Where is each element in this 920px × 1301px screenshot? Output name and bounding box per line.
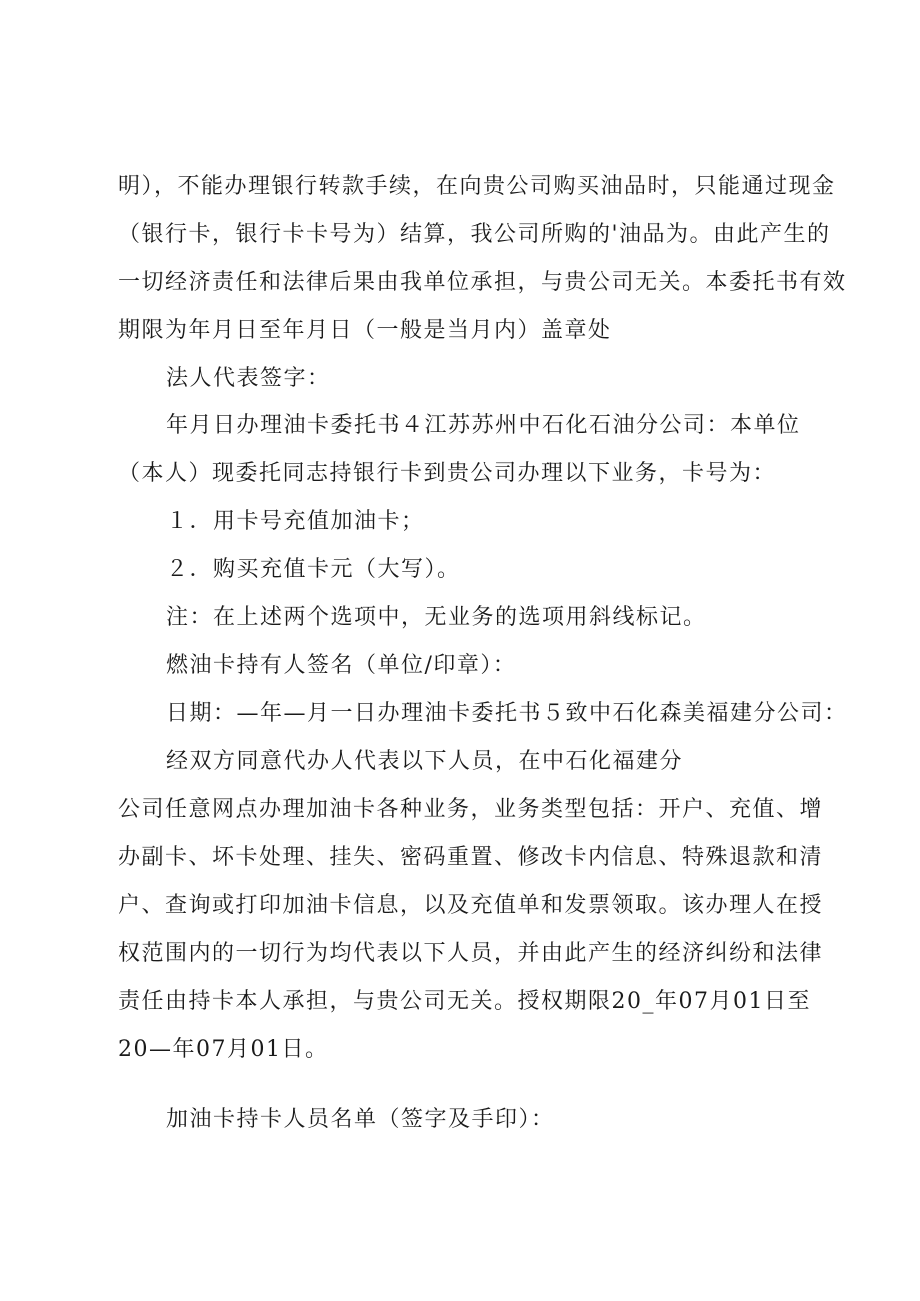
- paragraph-line: 期限为年月日至年月日（一般是当月内）盖章处: [118, 318, 612, 343]
- paragraph-line: 一切经济责任和法律后果由我单位承担，与贵公司无关。本委托书有效: [118, 270, 847, 295]
- paragraph-line: 户、查询或打印加油卡信息，以及充值单和发票领取。该办理人在授: [118, 893, 824, 918]
- paragraph-line: （银行卡，银行卡卡号为）结算，我公司所购的'油品为。由此产生的: [118, 222, 831, 247]
- signature-label: 燃油卡持有人签名（单位/印章）：: [166, 653, 517, 678]
- paragraph-line: 经双方同意代办人代表以下人员，在中石化福建分: [166, 749, 684, 774]
- paragraph-line: 办副卡、坏卡处理、挂失、密码重置、修改卡内信息、特殊退款和清: [118, 845, 824, 870]
- paragraph-line: 20—年07月01日。: [118, 1037, 329, 1062]
- paragraph-line: （本人）现委托同志持银行卡到贵公司办理以下业务，卡号为：: [118, 461, 777, 486]
- paragraph-line: 公司任意网点办理加油卡各种业务，业务类型包括：开户、充值、增: [118, 797, 824, 822]
- signature-label: 加油卡持卡人员名单（签字及手印）：: [166, 1107, 555, 1132]
- paragraph-line: 明），不能办理银行转款手续，在向贵公司购买油品时，只能通过现金: [118, 174, 836, 199]
- paragraph-line: 责任由持卡本人承担，与贵公司无关。授权期限20_年07月01日至: [118, 989, 811, 1014]
- date-line: 日期：—年—月一日办理油卡委托书５致中石化森美福建分公司：: [166, 701, 848, 726]
- list-item: １．用卡号充值加油卡；: [166, 509, 425, 534]
- list-item: ２．购买充值卡元（大写）。: [166, 557, 461, 582]
- signature-label: 法人代表签字：: [166, 366, 331, 391]
- paragraph-line: 年月日办理油卡委托书４江苏苏州中石化石油分公司：本单位: [166, 413, 801, 438]
- paragraph-line: 权范围内的一切行为均代表以下人员，并由此产生的经济纠纷和法律: [118, 941, 824, 966]
- note-line: 注：在上述两个选项中，无业务的选项用斜线标记。: [166, 605, 707, 630]
